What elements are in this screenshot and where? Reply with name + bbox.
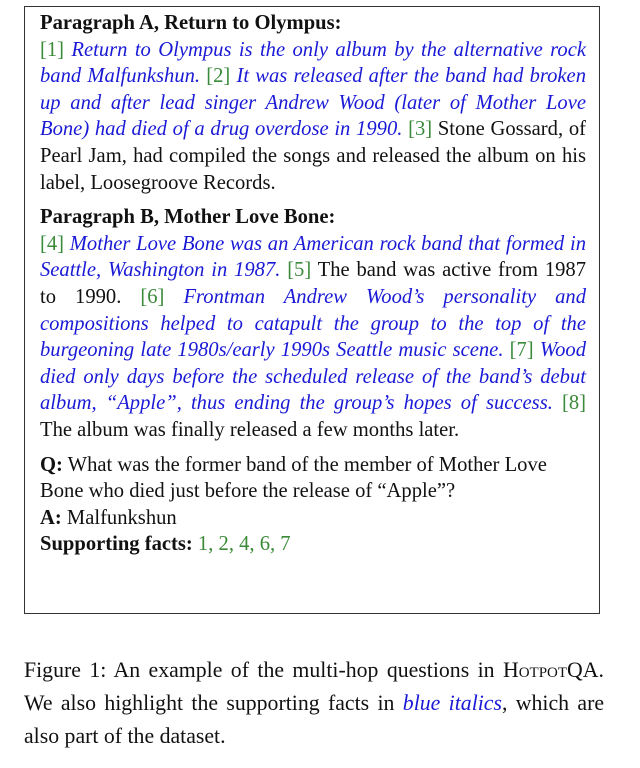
paragraph-a-heading: Paragraph A, Return to Olympus:	[40, 12, 342, 34]
caption-prefix: Figure 1: An example of the multi-hop questions in	[24, 658, 495, 682]
sentence: Stone Gossard, of Pearl Jam, had compiled the songs and released the album on his label, Loosegroove Records.	[40, 118, 586, 194]
supporting-facts-label: Supporting facts:	[40, 533, 193, 556]
sentence-number: [2]	[206, 65, 231, 88]
answer-label: A:	[40, 506, 62, 529]
supporting-facts-list: 1, 2, 4, 6, 7	[197, 533, 291, 556]
answer-text: Malfunkshun	[66, 506, 177, 529]
question-answer	[40, 452, 586, 558]
sentence-number: [4]	[40, 232, 65, 255]
sentence-number: [7]	[509, 339, 534, 362]
sentence-number: [5]	[287, 259, 312, 282]
caption-middle: . We also highlight the supporting facts in	[24, 658, 604, 715]
sentence: The band was active from 1987 to 1990.	[40, 259, 587, 308]
sentence-number: [8]	[561, 392, 586, 415]
paragraph-b	[40, 204, 586, 443]
paragraph-a	[40, 10, 586, 196]
question-text: What was the former band of the member of Mother Love Bone who died just before the release of “Apple”?	[40, 453, 547, 503]
supporting-sentence: It was released after the band had broken up and after lead singer Andrew Wood (later of Mother Love Bone) had died of a drug overdose in 1990.	[40, 65, 586, 141]
paragraph-b-heading: Paragraph B, Mother Love Bone:	[40, 206, 336, 229]
supporting-sentence: Frontman Andrew Wood’s personality and compositions helped to catapult the group to the top of the burgeoning late 1980s/early 1990s Seattle music scene.	[40, 285, 586, 362]
supporting-sentence: Return to Olympus is the only album by the alternative rock band Malfunkshun.	[40, 38, 586, 88]
sentence: The album was finally released a few months later.	[40, 418, 460, 441]
caption-highlight: blue italics	[402, 691, 502, 715]
figure-caption	[24, 654, 604, 753]
sentence-number: [6]	[140, 285, 165, 308]
question-label: Q:	[40, 453, 63, 476]
dataset-name: HotpotQA	[502, 658, 599, 682]
caption-suffix: , which are also part of the dataset.	[24, 691, 605, 748]
supporting-sentence: Mother Love Bone was an American rock band that formed in Seattle, Washington in 1987.	[40, 232, 587, 282]
supporting-sentence: Wood died only days before the scheduled release of the band’s debut album, “Apple”, thus ending the group’s hopes of success.	[40, 339, 586, 415]
sentence-number: [1]	[40, 38, 65, 61]
example-content	[40, 10, 586, 558]
sentence-number: [3]	[408, 118, 433, 141]
